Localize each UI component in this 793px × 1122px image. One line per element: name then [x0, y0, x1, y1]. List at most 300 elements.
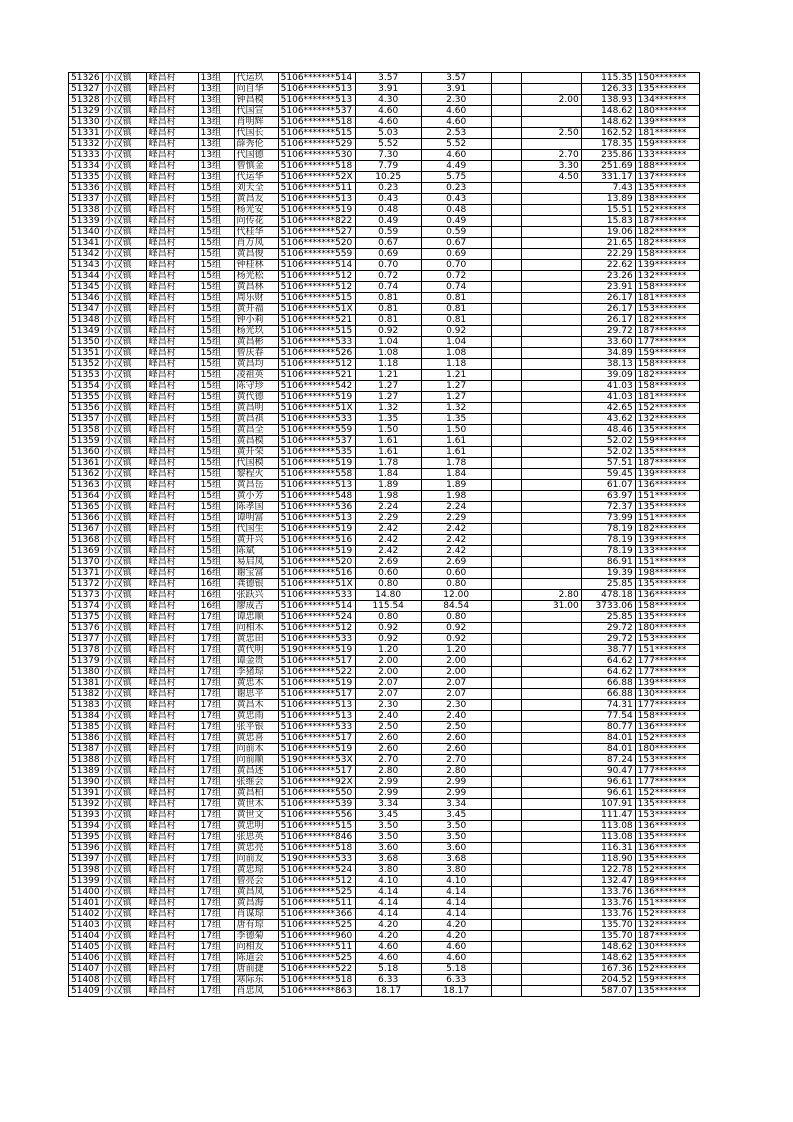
table-row: [69, 942, 700, 953]
cell-name: 黄昌述: [234, 766, 278, 777]
cell-id: 51345: [69, 282, 103, 293]
cell-area: 4.30: [355, 95, 421, 106]
cell-amount: 148.62: [581, 953, 635, 964]
cell-extra: [491, 326, 521, 337]
cell-group: 15组: [198, 502, 234, 513]
cell-amount: 19.06: [581, 227, 635, 238]
table-row: [69, 612, 700, 623]
cell-amount: 23.26: [581, 271, 635, 282]
cell-amount: 204.52: [581, 975, 635, 986]
cell-village: 峰昌村: [146, 513, 198, 524]
cell-phone: 187*******: [635, 458, 699, 469]
cell-idcard: 5106*******525: [278, 953, 355, 964]
cell-value: [521, 194, 581, 205]
cell-area-2: 1.89: [421, 480, 491, 491]
cell-extra: [491, 634, 521, 645]
cell-area-2: 0.92: [421, 326, 491, 337]
cell-amount: 7.43: [581, 183, 635, 194]
table-row: [69, 480, 700, 491]
cell-group: 15组: [198, 469, 234, 480]
cell-village: 峰昌村: [146, 909, 198, 920]
cell-idcard: 5106*******525: [278, 920, 355, 931]
cell-extra: [491, 458, 521, 469]
cell-value: 31.00: [521, 601, 581, 612]
cell-value: [521, 876, 581, 887]
cell-area-2: 2.60: [421, 744, 491, 755]
cell-town: 小汉镇: [102, 744, 146, 755]
cell-extra: [491, 183, 521, 194]
cell-amount: 66.88: [581, 689, 635, 700]
cell-extra: [491, 337, 521, 348]
cell-area-2: 3.34: [421, 799, 491, 810]
cell-area: 3.45: [355, 810, 421, 821]
cell-id: 51362: [69, 469, 103, 480]
cell-amount: 113.08: [581, 832, 635, 843]
cell-extra: [491, 403, 521, 414]
cell-value: [521, 909, 581, 920]
table-row: [69, 436, 700, 447]
cell-idcard: 5106*******513: [278, 95, 355, 106]
cell-village: 峰昌村: [146, 128, 198, 139]
cell-extra: [491, 953, 521, 964]
cell-value: [521, 766, 581, 777]
cell-area-2: 0.69: [421, 249, 491, 260]
cell-area-2: 3.57: [421, 73, 491, 84]
table-row: [69, 546, 700, 557]
cell-value: [521, 348, 581, 359]
cell-town: 小汉镇: [102, 975, 146, 986]
cell-town: 小汉镇: [102, 271, 146, 282]
cell-village: 峰昌村: [146, 832, 198, 843]
cell-value: [521, 612, 581, 623]
cell-extra: [491, 821, 521, 832]
table-row: [69, 799, 700, 810]
cell-extra: [491, 689, 521, 700]
cell-name: 代国生: [234, 524, 278, 535]
cell-town: 小汉镇: [102, 227, 146, 238]
cell-area-2: 18.17: [421, 986, 491, 997]
cell-area-2: 5.52: [421, 139, 491, 150]
table-row: [69, 447, 700, 458]
cell-name: 谭忠顺: [234, 612, 278, 623]
cell-group: 17组: [198, 986, 234, 997]
cell-town: 小汉镇: [102, 139, 146, 150]
cell-area-2: 2.07: [421, 678, 491, 689]
cell-idcard: 5106*******524: [278, 612, 355, 623]
cell-idcard: 5106*******517: [278, 766, 355, 777]
cell-value: [521, 370, 581, 381]
table-row: [69, 601, 700, 612]
cell-name: 黄忠田: [234, 634, 278, 645]
cell-amount: 80.77: [581, 722, 635, 733]
cell-area-2: 1.27: [421, 381, 491, 392]
cell-amount: 22.29: [581, 249, 635, 260]
cell-group: 17组: [198, 645, 234, 656]
cell-area-2: 2.42: [421, 546, 491, 557]
cell-idcard: 5106*******512: [278, 623, 355, 634]
cell-name: 黄开荣: [234, 447, 278, 458]
cell-group: 17组: [198, 744, 234, 755]
cell-phone: 177*******: [635, 700, 699, 711]
cell-town: 小汉镇: [102, 810, 146, 821]
cell-extra: [491, 359, 521, 370]
cell-id: 51342: [69, 249, 103, 260]
cell-value: [521, 557, 581, 568]
cell-village: 峰昌村: [146, 667, 198, 678]
cell-village: 峰昌村: [146, 359, 198, 370]
cell-amount: 111.47: [581, 810, 635, 821]
cell-phone: 158*******: [635, 711, 699, 722]
cell-area: 4.60: [355, 117, 421, 128]
cell-area-2: 3.91: [421, 84, 491, 95]
table-row: [69, 227, 700, 238]
cell-name: 黄世文: [234, 810, 278, 821]
cell-area-2: 6.33: [421, 975, 491, 986]
cell-village: 峰昌村: [146, 942, 198, 953]
cell-phone: 138*******: [635, 194, 699, 205]
cell-town: 小汉镇: [102, 656, 146, 667]
cell-idcard: 5190*******533: [278, 854, 355, 865]
cell-amount: 96.61: [581, 788, 635, 799]
cell-extra: [491, 931, 521, 942]
cell-group: 16组: [198, 568, 234, 579]
cell-name: 黄昌均: [234, 359, 278, 370]
cell-area: 0.23: [355, 183, 421, 194]
cell-extra: [491, 370, 521, 381]
cell-name: 黄昌友: [234, 194, 278, 205]
cell-town: 小汉镇: [102, 557, 146, 568]
cell-value: [521, 986, 581, 997]
cell-id: 51349: [69, 326, 103, 337]
cell-phone: 135*******: [635, 612, 699, 623]
cell-id: 51397: [69, 854, 103, 865]
table-row: [69, 678, 700, 689]
cell-area: 2.00: [355, 656, 421, 667]
cell-id: 51344: [69, 271, 103, 282]
cell-value: [521, 920, 581, 931]
cell-area-2: 2.29: [421, 513, 491, 524]
cell-amount: 43.62: [581, 414, 635, 425]
cell-village: 峰昌村: [146, 711, 198, 722]
cell-town: 小汉镇: [102, 623, 146, 634]
cell-amount: 87.24: [581, 755, 635, 766]
cell-group: 17组: [198, 689, 234, 700]
cell-id: 51346: [69, 293, 103, 304]
cell-name: 钟昌模: [234, 95, 278, 106]
cell-area-2: 2.70: [421, 755, 491, 766]
cell-area: 4.60: [355, 942, 421, 953]
cell-area-2: 4.60: [421, 106, 491, 117]
cell-value: [521, 458, 581, 469]
cell-town: 小汉镇: [102, 898, 146, 909]
cell-name: 曾亮会: [234, 876, 278, 887]
cell-village: 峰昌村: [146, 84, 198, 95]
cell-phone: 133*******: [635, 546, 699, 557]
cell-id: 51370: [69, 557, 103, 568]
cell-value: 2.00: [521, 95, 581, 106]
cell-town: 小汉镇: [102, 535, 146, 546]
cell-group: 17组: [198, 711, 234, 722]
cell-extra: [491, 128, 521, 139]
cell-area-2: 0.81: [421, 304, 491, 315]
cell-village: 峰昌村: [146, 854, 198, 865]
cell-group: 17组: [198, 700, 234, 711]
cell-id: 51376: [69, 623, 103, 634]
cell-phone: 180*******: [635, 744, 699, 755]
cell-extra: [491, 293, 521, 304]
cell-idcard: 5190*******53X: [278, 755, 355, 766]
cell-town: 小汉镇: [102, 799, 146, 810]
table-row: [69, 392, 700, 403]
cell-id: 51385: [69, 722, 103, 733]
cell-idcard: 5106*******548: [278, 491, 355, 502]
cell-id: 51373: [69, 590, 103, 601]
cell-id: 51335: [69, 172, 103, 183]
cell-area-2: 2.07: [421, 689, 491, 700]
cell-village: 峰昌村: [146, 315, 198, 326]
cell-extra: [491, 865, 521, 876]
cell-amount: 39.09: [581, 370, 635, 381]
cell-name: 黄昌模: [234, 436, 278, 447]
cell-idcard: 5106*******556: [278, 810, 355, 821]
cell-idcard: 5106*******512: [278, 282, 355, 293]
cell-extra: [491, 95, 521, 106]
cell-phone: 158*******: [635, 381, 699, 392]
cell-amount: 48.46: [581, 425, 635, 436]
cell-town: 小汉镇: [102, 887, 146, 898]
table-row: [69, 73, 700, 84]
cell-town: 小汉镇: [102, 117, 146, 128]
cell-name: 黄昌柏: [234, 788, 278, 799]
cell-town: 小汉镇: [102, 348, 146, 359]
cell-id: 51332: [69, 139, 103, 150]
cell-group: 16组: [198, 601, 234, 612]
cell-idcard: 5106*******518: [278, 117, 355, 128]
cell-idcard: 5106*******520: [278, 557, 355, 568]
cell-town: 小汉镇: [102, 667, 146, 678]
table-row: [69, 84, 700, 95]
table-row: [69, 293, 700, 304]
cell-extra: [491, 260, 521, 271]
cell-group: 17组: [198, 931, 234, 942]
cell-town: 小汉镇: [102, 106, 146, 117]
cell-area-2: 0.59: [421, 227, 491, 238]
cell-area: 3.57: [355, 73, 421, 84]
cell-area: 4.14: [355, 887, 421, 898]
cell-idcard: 5106*******519: [278, 458, 355, 469]
cell-area: 2.40: [355, 711, 421, 722]
cell-phone: 136*******: [635, 887, 699, 898]
cell-area: 2.70: [355, 755, 421, 766]
cell-amount: 52.02: [581, 436, 635, 447]
cell-village: 峰昌村: [146, 865, 198, 876]
cell-phone: 188*******: [635, 161, 699, 172]
cell-id: 51350: [69, 337, 103, 348]
cell-town: 小汉镇: [102, 678, 146, 689]
cell-village: 峰昌村: [146, 348, 198, 359]
cell-area-2: 2.80: [421, 766, 491, 777]
cell-group: 13组: [198, 95, 234, 106]
cell-value: [521, 777, 581, 788]
cell-extra: [491, 106, 521, 117]
cell-area: 0.43: [355, 194, 421, 205]
cell-area: 1.04: [355, 337, 421, 348]
table-row: [69, 986, 700, 997]
cell-extra: [491, 227, 521, 238]
table-row: [69, 381, 700, 392]
cell-name: 谭明富: [234, 513, 278, 524]
cell-extra: [491, 150, 521, 161]
cell-id: 51408: [69, 975, 103, 986]
cell-area: 2.24: [355, 502, 421, 513]
cell-value: 2.50: [521, 128, 581, 139]
cell-name: 肖明辉: [234, 117, 278, 128]
cell-idcard: 5106*******518: [278, 843, 355, 854]
cell-group: 17组: [198, 766, 234, 777]
cell-village: 峰昌村: [146, 590, 198, 601]
cell-idcard: 5106*******513: [278, 84, 355, 95]
cell-village: 峰昌村: [146, 777, 198, 788]
cell-id: 51375: [69, 612, 103, 623]
table-row: [69, 315, 700, 326]
cell-extra: [491, 139, 521, 150]
table-row: [69, 634, 700, 645]
cell-area-2: 3.45: [421, 810, 491, 821]
cell-town: 小汉镇: [102, 260, 146, 271]
cell-value: 4.50: [521, 172, 581, 183]
cell-id: 51402: [69, 909, 103, 920]
cell-area-2: 1.08: [421, 348, 491, 359]
cell-name: 向相友: [234, 942, 278, 953]
cell-area: 7.30: [355, 150, 421, 161]
cell-area: 1.20: [355, 645, 421, 656]
cell-id: 51371: [69, 568, 103, 579]
cell-phone: 177*******: [635, 656, 699, 667]
cell-group: 17组: [198, 733, 234, 744]
cell-idcard: 5106*******514: [278, 601, 355, 612]
cell-area: 0.67: [355, 238, 421, 249]
cell-phone: 139*******: [635, 678, 699, 689]
cell-town: 小汉镇: [102, 458, 146, 469]
cell-id: 51331: [69, 128, 103, 139]
cell-extra: [491, 788, 521, 799]
cell-id: 51393: [69, 810, 103, 821]
cell-area: 2.99: [355, 788, 421, 799]
cell-phone: 135*******: [635, 854, 699, 865]
cell-amount: 22.62: [581, 260, 635, 271]
cell-town: 小汉镇: [102, 568, 146, 579]
cell-amount: 162.52: [581, 128, 635, 139]
cell-area-2: 1.32: [421, 403, 491, 414]
cell-idcard: 5106*******517: [278, 689, 355, 700]
cell-phone: 182*******: [635, 238, 699, 249]
cell-name: 代桂华: [234, 227, 278, 238]
cell-id: 51333: [69, 150, 103, 161]
table-row: [69, 766, 700, 777]
cell-id: 51377: [69, 634, 103, 645]
table-row: [69, 579, 700, 590]
cell-group: 17组: [198, 656, 234, 667]
cell-name: 张平银: [234, 722, 278, 733]
cell-area: 5.18: [355, 964, 421, 975]
cell-area: 0.72: [355, 271, 421, 282]
cell-name: 肖忠凤: [234, 986, 278, 997]
cell-phone: 152*******: [635, 205, 699, 216]
table-row: [69, 282, 700, 293]
cell-value: [521, 535, 581, 546]
cell-group: 13组: [198, 73, 234, 84]
table-row: [69, 326, 700, 337]
cell-area-2: 1.18: [421, 359, 491, 370]
cell-extra: [491, 447, 521, 458]
cell-id: 51378: [69, 645, 103, 656]
cell-area: 1.27: [355, 392, 421, 403]
cell-area-2: 2.42: [421, 535, 491, 546]
cell-value: [521, 733, 581, 744]
cell-area-2: 4.60: [421, 117, 491, 128]
cell-extra: [491, 612, 521, 623]
cell-value: [521, 942, 581, 953]
cell-extra: [491, 205, 521, 216]
cell-idcard: 5106*******529: [278, 139, 355, 150]
cell-extra: [491, 381, 521, 392]
cell-phone: 136*******: [635, 821, 699, 832]
cell-amount: 90.47: [581, 766, 635, 777]
cell-group: 15组: [198, 359, 234, 370]
cell-name: 钟桂林: [234, 260, 278, 271]
table-row: [69, 920, 700, 931]
cell-value: [521, 788, 581, 799]
cell-town: 小汉镇: [102, 865, 146, 876]
table-row: [69, 557, 700, 568]
cell-id: 51394: [69, 821, 103, 832]
cell-area: 0.49: [355, 216, 421, 227]
cell-value: [521, 502, 581, 513]
cell-town: 小汉镇: [102, 722, 146, 733]
cell-village: 峰昌村: [146, 601, 198, 612]
cell-area: 0.92: [355, 634, 421, 645]
cell-id: 51328: [69, 95, 103, 106]
table-row: [69, 843, 700, 854]
cell-area: 4.14: [355, 898, 421, 909]
cell-value: [521, 392, 581, 403]
cell-extra: [491, 601, 521, 612]
cell-group: 17组: [198, 887, 234, 898]
cell-phone: 187*******: [635, 326, 699, 337]
table-row: [69, 194, 700, 205]
cell-extra: [491, 172, 521, 183]
cell-phone: 134*******: [635, 95, 699, 106]
cell-area-2: 0.81: [421, 293, 491, 304]
cell-name: 黄忠雨: [234, 711, 278, 722]
cell-value: 2.80: [521, 590, 581, 601]
cell-value: [521, 139, 581, 150]
cell-group: 15组: [198, 491, 234, 502]
cell-village: 峰昌村: [146, 271, 198, 282]
cell-phone: 177*******: [635, 337, 699, 348]
cell-id: 51395: [69, 832, 103, 843]
table-row: [69, 535, 700, 546]
cell-name: 陈道会: [234, 953, 278, 964]
cell-area-2: 1.78: [421, 458, 491, 469]
cell-village: 峰昌村: [146, 843, 198, 854]
cell-idcard: 5106*******366: [278, 909, 355, 920]
cell-phone: 151*******: [635, 645, 699, 656]
cell-value: [521, 425, 581, 436]
cell-area: 4.60: [355, 106, 421, 117]
cell-amount: 331.17: [581, 172, 635, 183]
cell-village: 峰昌村: [146, 986, 198, 997]
